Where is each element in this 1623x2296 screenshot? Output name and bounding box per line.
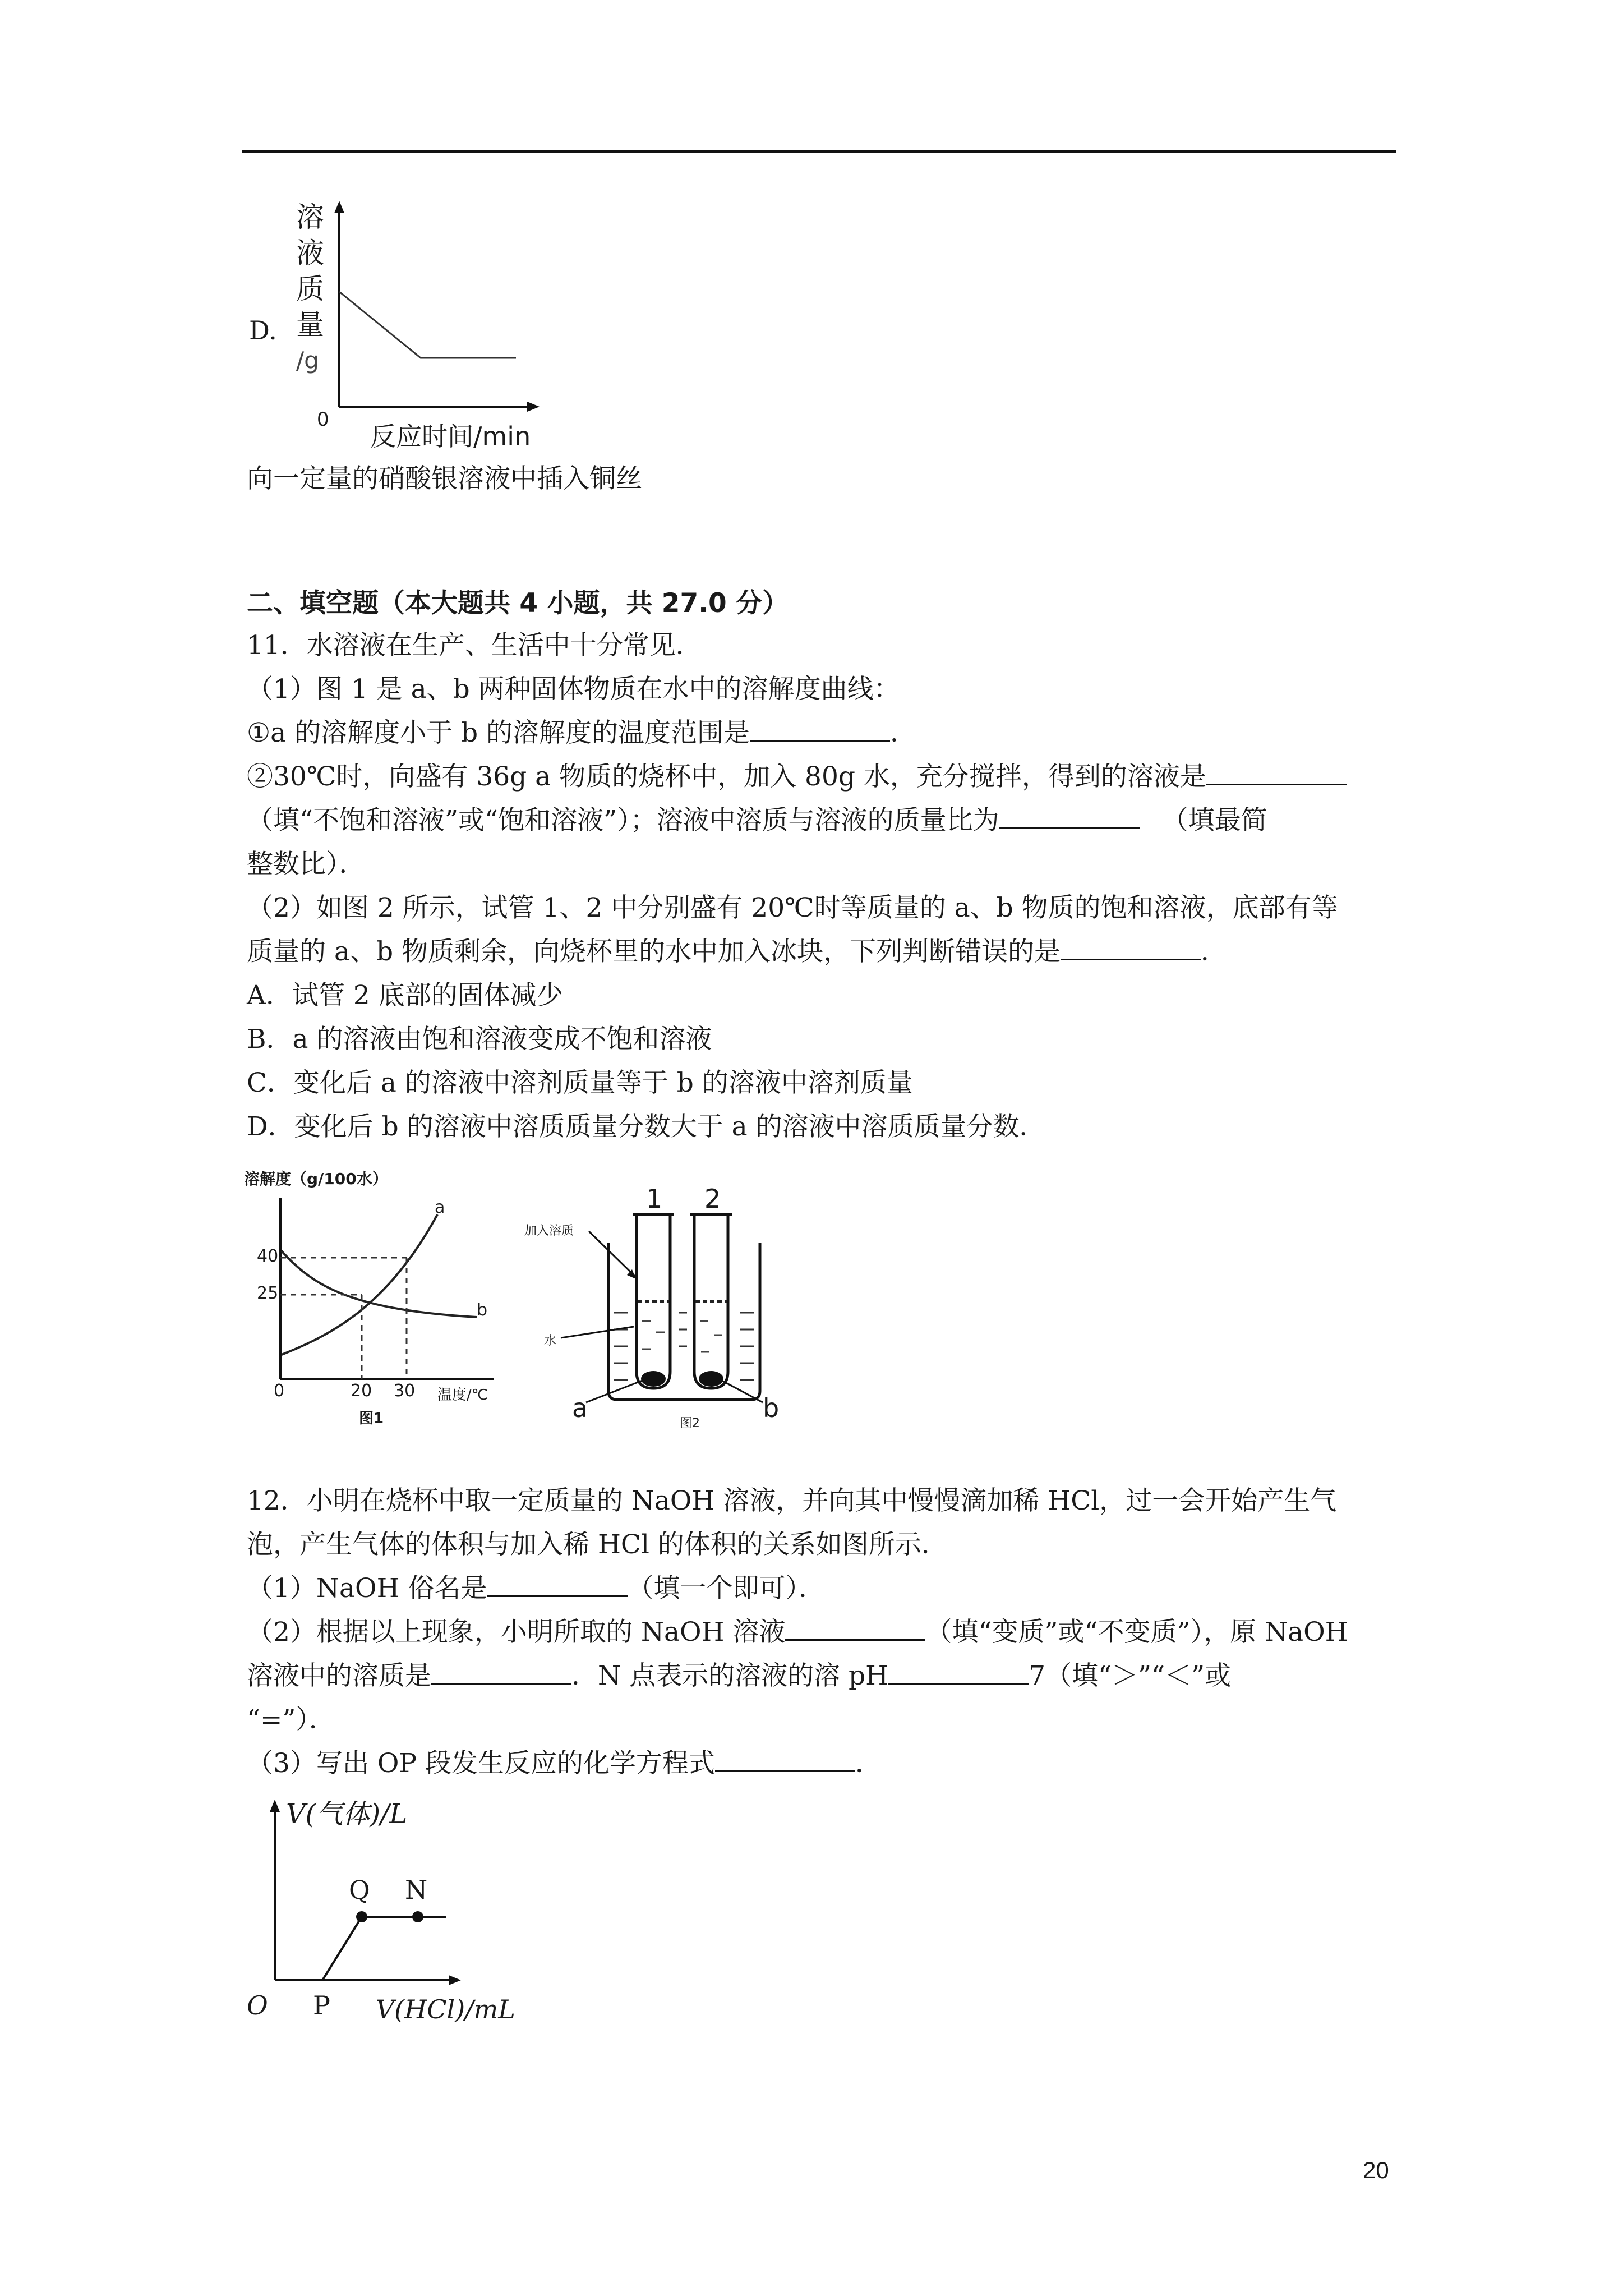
q11-part1-ii: ②30℃时，向盛有 36g a 物质的烧杯中，加入 80g 水，充分搅拌，得到的溶液是 xyxy=(247,757,1402,797)
add-solute-label: 加入溶质 xyxy=(524,1224,574,1238)
tick-30: 30 xyxy=(394,1381,416,1401)
option-d-label: D. xyxy=(249,315,277,346)
q12-stem-a: 12．小明在烧杯中取一定质量的 NaOH 溶液，并向其中慢慢滴加稀 HCl，过一会开始产生气 xyxy=(247,1485,1337,1516)
section-title: 二、填空题（本大题共 4 小题，共 27.0 分） xyxy=(247,588,789,619)
answer-blank[interactable] xyxy=(888,1657,1029,1685)
tick-20: 20 xyxy=(351,1381,372,1401)
curve-a xyxy=(282,1214,437,1355)
answer-blank[interactable] xyxy=(750,714,890,742)
curve-b xyxy=(282,1251,477,1317)
figure-2-beaker xyxy=(516,1186,830,1439)
fig1-y-label: 溶解度（g/100水） xyxy=(244,1170,388,1188)
gas-curve xyxy=(322,1917,446,1980)
q12-part2-a: （2）根据以上现象，小明所取的 NaOH 溶液 （填“变质”或“不变质”），原 NaOH xyxy=(247,1612,1402,1653)
curve-b-label: b xyxy=(477,1300,488,1320)
tick-40: 40 xyxy=(257,1246,279,1266)
point-n xyxy=(412,1911,423,1922)
answer-blank[interactable] xyxy=(785,1613,925,1641)
point-q-label: Q xyxy=(349,1875,370,1905)
answer-blank[interactable] xyxy=(999,802,1140,829)
point-p-label: P xyxy=(313,1990,330,2021)
answer-blank[interactable] xyxy=(431,1657,571,1685)
fig2-caption: 图2 xyxy=(680,1416,700,1430)
q11-part2-a: （2）如图 2 所示，试管 1、2 中分别盛有 20℃时等质量的 a、b 物质的饱和溶液，底部有等 xyxy=(247,892,1338,923)
q11-option-c: C．变化后 a 的溶液中溶剂质量等于 b 的溶液中溶剂质量 xyxy=(247,1068,913,1098)
q11-part2-b: 质量的 a、b 物质剩余，向烧杯里的水中加入冰块，下列判断错误的是 ． xyxy=(247,932,1402,972)
q11-part1-ii-c: 整数比）． xyxy=(247,849,366,880)
fig1-x-label: 温度/℃ xyxy=(437,1387,488,1404)
option-d-caption: 向一定量的硝酸银溶液中插入铜丝 xyxy=(247,463,642,494)
q11-stem: 11．水溶液在生产、生活中十分常见． xyxy=(247,630,702,661)
point-n-label: N xyxy=(405,1875,428,1905)
q12-stem-b: 泡，产生气体的体积与加入稀 HCl 的体积的关系如图所示． xyxy=(247,1529,948,1560)
q11-option-a: A．试管 2 底部的固体减少 xyxy=(247,980,563,1011)
answer-blank[interactable] xyxy=(1061,933,1201,960)
origin-o-label: O xyxy=(247,1990,268,2021)
fig3-y-label: V(气体)/L xyxy=(286,1798,408,1830)
answer-blank[interactable] xyxy=(715,1745,855,1772)
header-rule xyxy=(242,150,1396,153)
point-q xyxy=(356,1911,367,1922)
fig1-caption: 图1 xyxy=(359,1410,384,1427)
figure-1-solubility xyxy=(241,1167,505,1436)
tube-2-label: 2 xyxy=(704,1184,721,1214)
q11-part1-i: ①a 的溶解度小于 b 的溶解度的温度范围是 ． xyxy=(247,713,1402,753)
tick-0: 0 xyxy=(274,1381,285,1401)
curve-a-label: a xyxy=(435,1198,445,1217)
q11-part1-intro: （1）图 1 是 a、b 两种固体物质在水中的溶解度曲线： xyxy=(247,674,900,705)
fig3-x-label: V(HCl)/mL xyxy=(376,1994,515,2024)
solid-a-label: a xyxy=(572,1393,588,1423)
mass-curve xyxy=(339,292,516,358)
q11-option-b: B．a 的溶液由饱和溶液变成不饱和溶液 xyxy=(247,1024,712,1055)
figure-option-d xyxy=(236,196,572,460)
answer-blank[interactable] xyxy=(487,1570,628,1597)
q11-part1-ii-b: （填“不饱和溶液”或“饱和溶液”）；溶液中溶质与溶液的质量比为 （填最简 xyxy=(247,800,1402,841)
q12-part2-b: 溶液中的溶质是 ．N 点表示的溶液的溶 pH 7（填“＞”“＜”或 xyxy=(247,1656,1402,1696)
q12-part3: （3）写出 OP 段发生反应的化学方程式 ． xyxy=(247,1743,1402,1784)
y-axis-label: 溶 液 质 量 /g xyxy=(296,201,324,374)
water-label: 水 xyxy=(544,1334,557,1348)
figure-3-gas-volume xyxy=(241,1789,555,2036)
answer-blank[interactable] xyxy=(1206,758,1347,785)
q12-part2-c: “=”）． xyxy=(247,1704,335,1735)
q11-option-d: D．变化后 b 的溶液中溶质质量分数大于 a 的溶液中溶质质量分数． xyxy=(247,1111,1046,1142)
tube-1-label: 1 xyxy=(646,1184,663,1214)
q12-part1: （1）NaOH 俗名是 （填一个即可）． xyxy=(247,1568,1402,1609)
solid-b-label: b xyxy=(763,1393,780,1423)
x-axis-label: 反应时间/min xyxy=(370,421,531,452)
origin-label: 0 xyxy=(317,408,329,431)
page-number: 20 xyxy=(1363,2157,1389,2183)
tick-25: 25 xyxy=(257,1283,279,1303)
